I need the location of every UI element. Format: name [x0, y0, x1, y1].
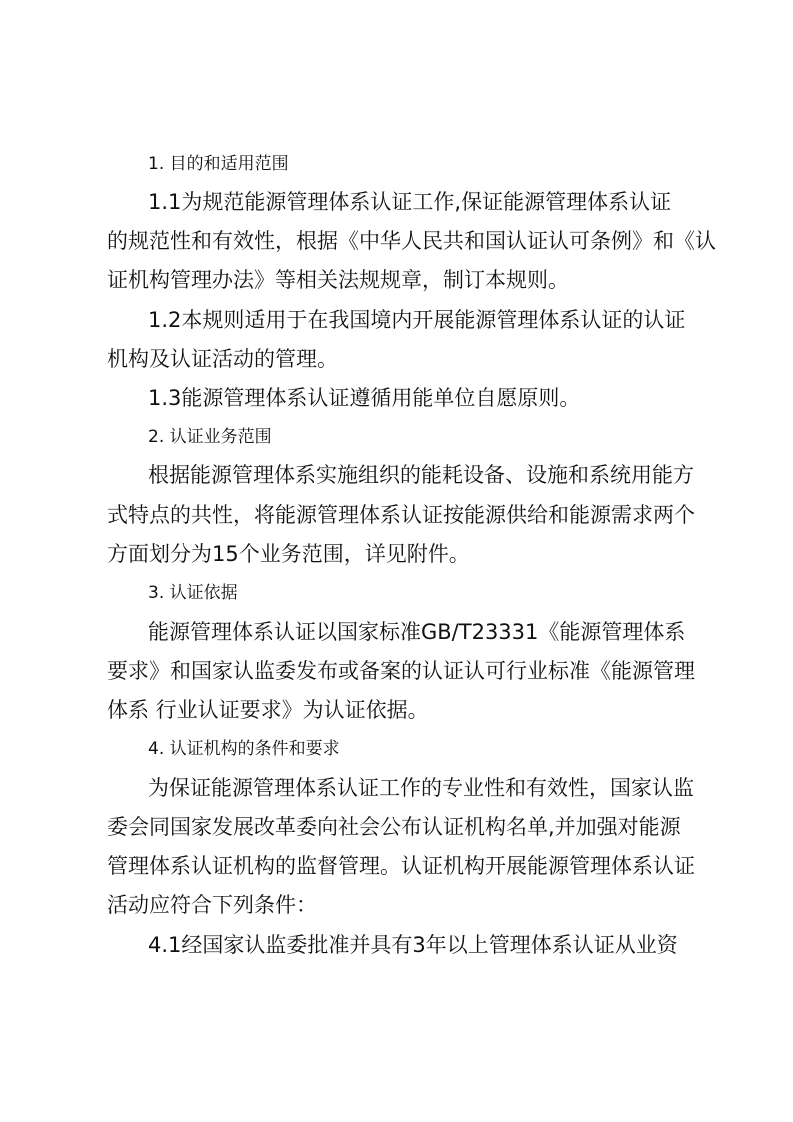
section-heading-2: 2. 认证业务范围: [148, 427, 272, 447]
paragraph-line: 1.1为规范能源管理体系认证工作,保证能源管理体系认证: [148, 190, 672, 214]
paragraph-line: 1.2本规则适用于在我国境内开展能源管理体系认证的认证: [148, 308, 686, 332]
section-heading-3: 3. 认证依据: [148, 583, 238, 603]
paragraph-line: 1.3能源管理体系认证遵循用能单位自愿原则。: [148, 386, 581, 410]
section-heading-4: 4. 认证机构的条件和要求: [148, 739, 340, 759]
paragraph-line: 体系 行业认证要求》为认证依据。: [107, 698, 429, 722]
paragraph-line: 方面划分为15个业务范围，详见附件。: [107, 542, 470, 566]
paragraph-line: 证机构管理办法》等相关法规规章，制订本规则。: [107, 268, 569, 292]
paragraph-line: 管理体系认证机构的监督管理。认证机构开展能源管理体系认证: [107, 854, 695, 878]
paragraph-line: 根据能源管理体系实施组织的能耗设备、设施和系统用能方: [148, 463, 694, 487]
paragraph-line: 能源管理体系认证以国家标准GB/T23331《能源管理体系: [148, 620, 686, 644]
paragraph-line: 机构及认证活动的管理。: [107, 347, 338, 371]
paragraph-line: 活动应符合下列条件：: [107, 893, 317, 917]
paragraph-line: 为保证能源管理体系认证工作的专业性和有效性，国家认监: [148, 776, 694, 800]
paragraph-line: 4.1经国家认监委批准并具有3年以上管理体系认证从业资: [148, 933, 678, 957]
paragraph-line: 委会同国家发展改革委向社会公布认证机构名单,并加强对能源: [107, 815, 681, 839]
paragraph-line: 式特点的共性，将能源管理体系认证按能源供给和能源需求两个: [107, 503, 695, 527]
section-heading-1: 1. 目的和适用范围: [148, 154, 289, 174]
paragraph-line: 要求》和国家认监委发布或备案的认证认可行业标准《能源管理: [107, 659, 695, 683]
paragraph-line: 的规范性和有效性，根据《中华人民共和国认证认可条例》和《认: [107, 229, 716, 253]
